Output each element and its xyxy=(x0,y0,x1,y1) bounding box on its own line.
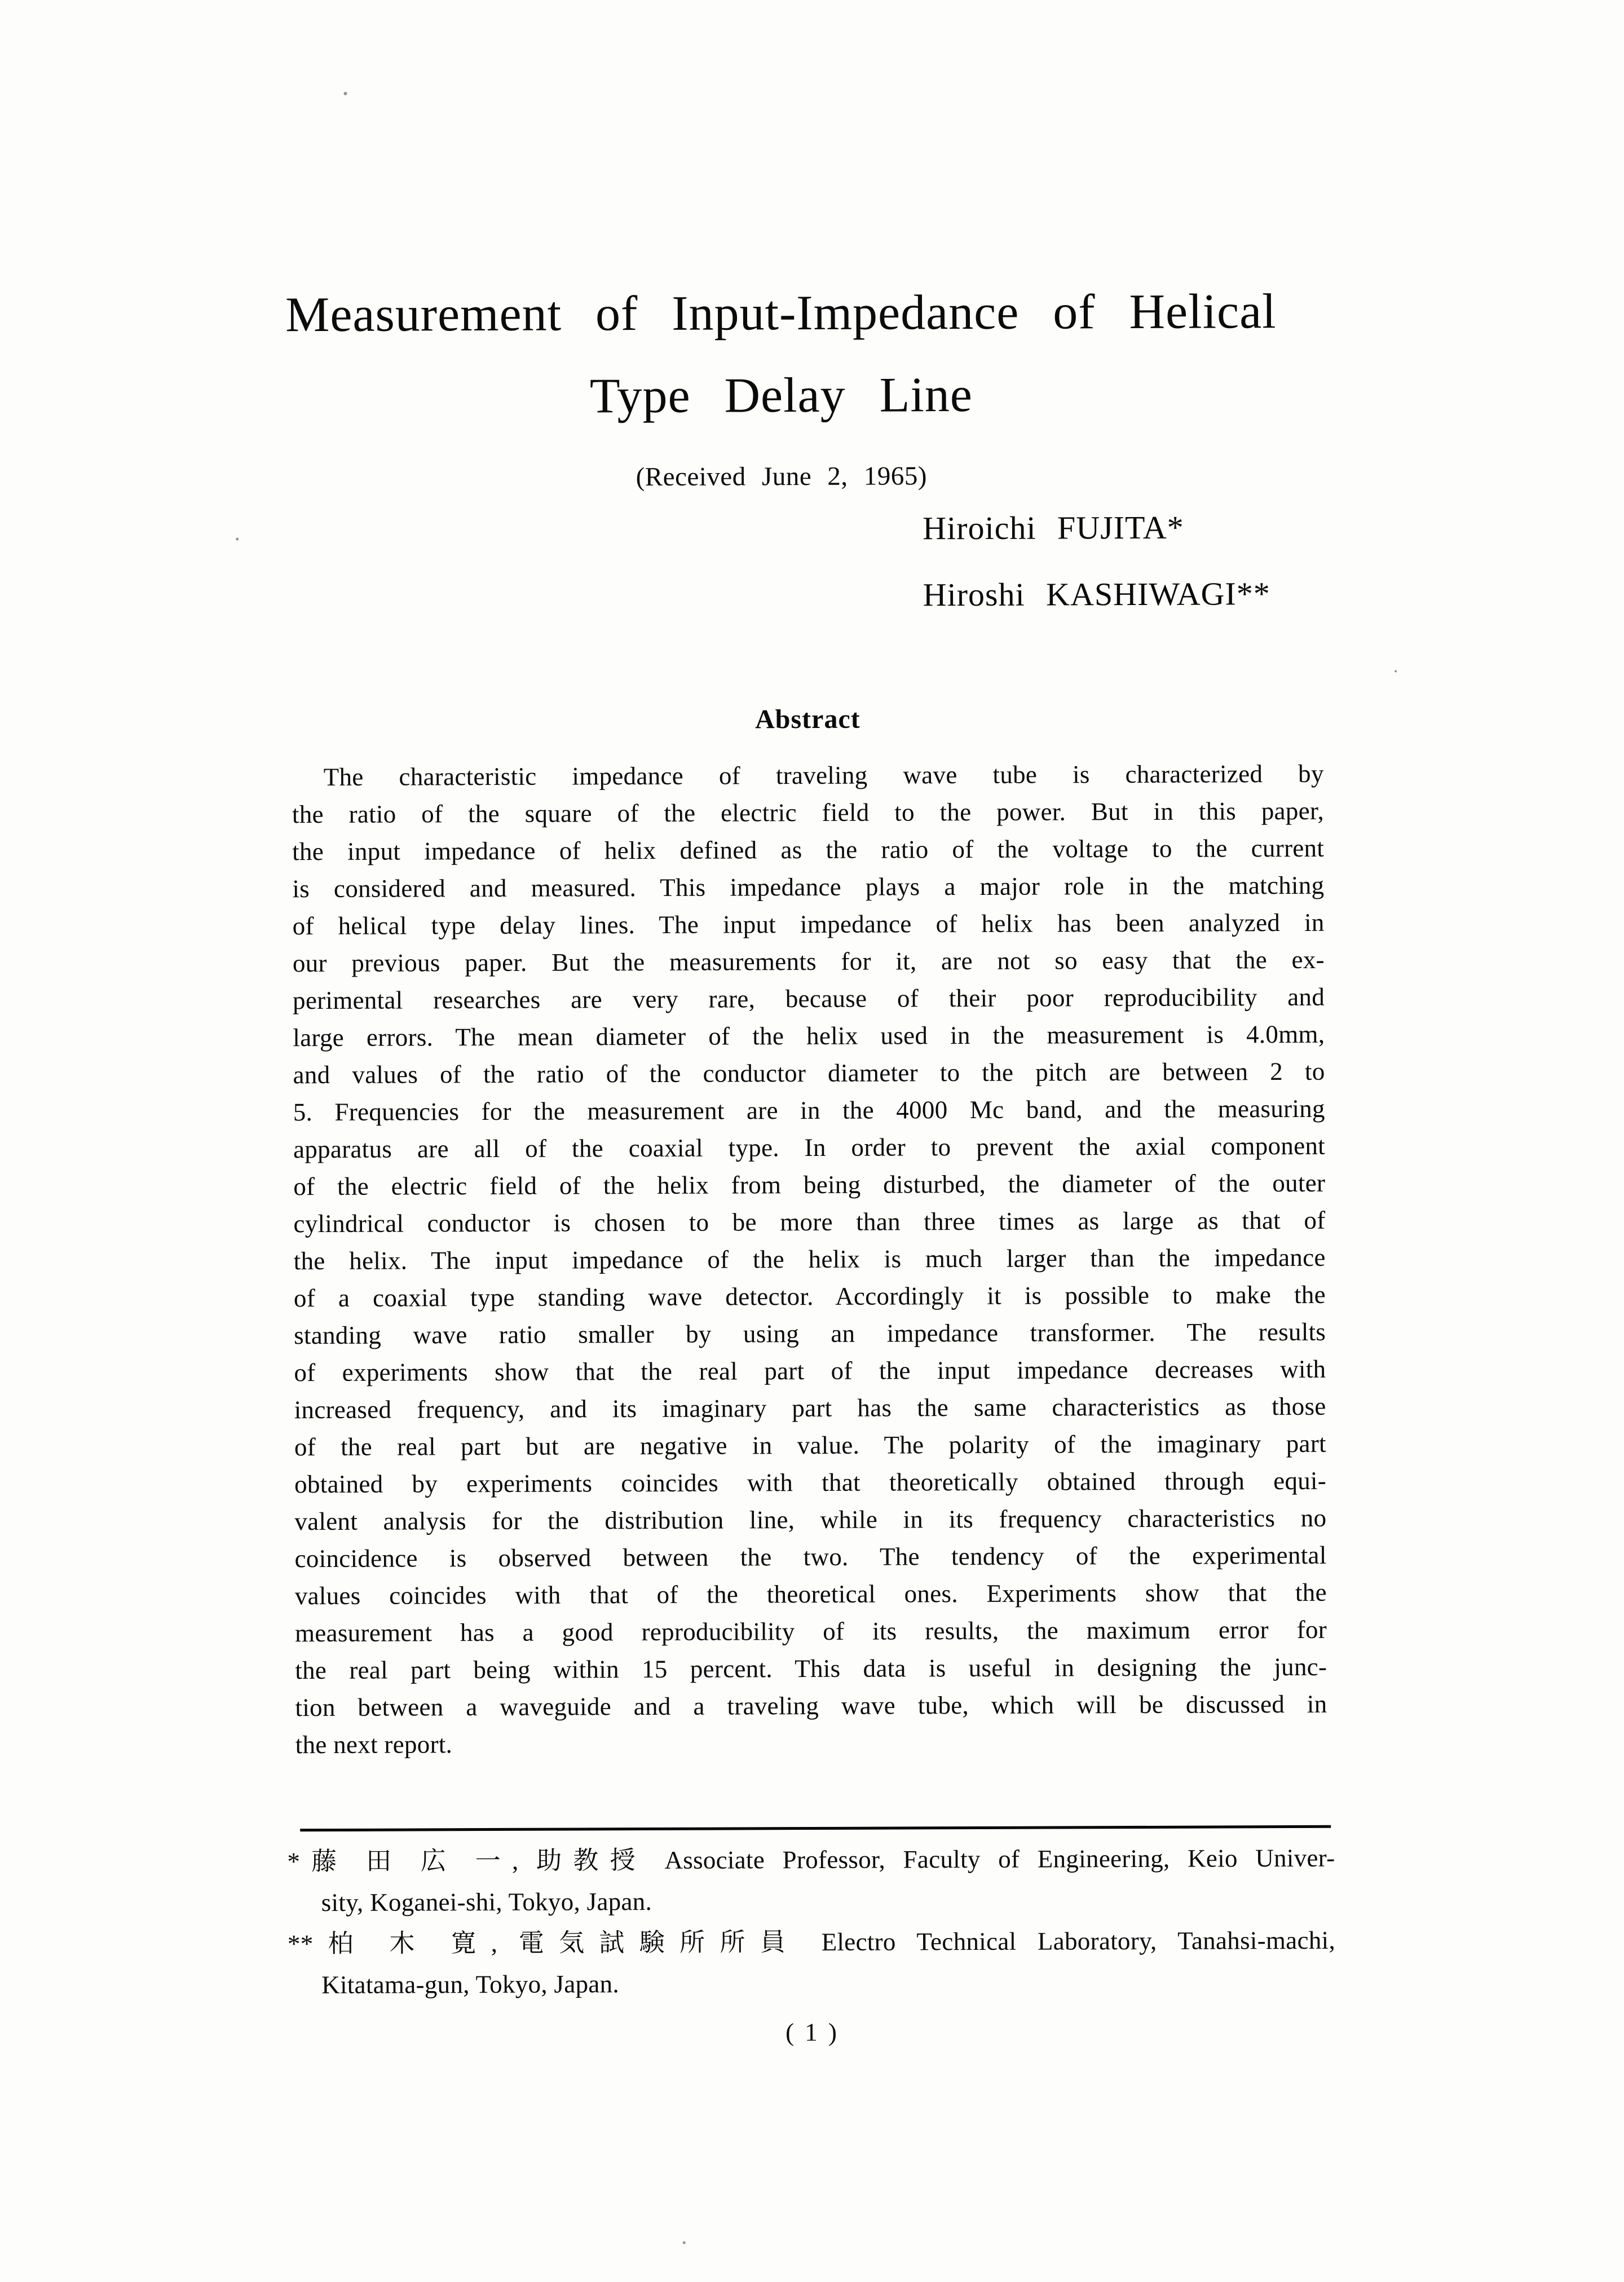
abstract-line: the helix. The input impedance of the helix is much larger than the impedance xyxy=(293,1243,1326,1275)
abstract-line: and values of the ratio of the conductor diameter to the pitch are between 2 to xyxy=(293,1057,1325,1089)
author-block xyxy=(923,510,1270,645)
abstract-heading: Abstract xyxy=(754,704,860,735)
abstract-line: our previous paper. But the measurements for it, are not so easy that the ex- xyxy=(292,945,1325,978)
scan-speck xyxy=(683,2241,686,2244)
abstract-line: of experiments show that the real part of the input impedance decreases with xyxy=(294,1354,1326,1387)
abstract-line: large errors. The mean diameter of the helix used in the measurement is 4.0mm, xyxy=(293,1019,1325,1052)
scan-speck xyxy=(344,92,347,95)
abstract-line: valent analysis for the distribution line, while in its frequency characteristics no xyxy=(294,1503,1327,1536)
abstract-line: measurement has a good reproducibility of its results, the maximum error for xyxy=(294,1615,1327,1648)
abstract-line: 5. Frequencies for the measurement are in the 4000 Mc band, and the measuring xyxy=(293,1094,1325,1127)
received-date: (Received June 2, 1965) xyxy=(636,461,928,492)
footnote-divider xyxy=(300,1825,1331,1831)
scan-speck xyxy=(1394,670,1397,672)
abstract-line: the ratio of the square of the electric field to the power. But in this paper, xyxy=(292,796,1325,829)
paper-title-line1: Measurement of Input-Impedance of Helical xyxy=(285,284,1277,343)
abstract-line: increased frequency, and its imaginary part has the same characteristics as those xyxy=(294,1392,1326,1424)
abstract-line: is considered and measured. This impedance plays a major role in the matching xyxy=(292,871,1325,903)
abstract-line: the input impedance of helix defined as the ratio of the voltage to the current xyxy=(292,833,1325,866)
abstract-line: The characteristic impedance of traveling wave tube is characterized by xyxy=(323,759,1324,792)
abstract-line: apparatus are all of the coaxial type. In order to prevent the axial component xyxy=(293,1131,1326,1164)
footnote-line: *藤 田 広 一, 助教授 Associate Professor, Faculty of Engineering, Keio Univer- xyxy=(287,1843,1335,1876)
author-name-kashiwagi: Hiroshi KASHIWAGI** xyxy=(923,575,1270,613)
abstract-line: of the electric field of the helix from being disturbed, the diameter of the outer xyxy=(293,1168,1326,1201)
abstract-line: of the real part but are negative in value. The polarity of the imaginary part xyxy=(294,1429,1326,1462)
abstract-line: tion between a waveguide and a traveling wave tube, which will be discussed in xyxy=(295,1689,1327,1722)
abstract-line: cylindrical conductor is chosen to be more than three times as large as that of xyxy=(293,1206,1326,1238)
abstract-line: values coincides with that of the theoretical ones. Experiments show that the xyxy=(294,1578,1327,1610)
abstract-line: of helical type delay lines. The input impedance of helix has been analyzed in xyxy=(292,908,1325,941)
footnote-line: Kitatama-gun, Tokyo, Japan. xyxy=(321,1970,620,1999)
title-block xyxy=(0,286,1622,495)
footnotes xyxy=(287,1838,1335,2006)
abstract-line: the next report. xyxy=(295,1730,453,1759)
abstract-line: of a coaxial type standing wave detector. Accordingly it is possible to make the xyxy=(293,1280,1326,1313)
abstract-line: obtained by experiments coincides with that theoretically obtained through equi- xyxy=(294,1466,1327,1499)
author-name-fujita: Hiroichi FUJITA* xyxy=(923,509,1184,547)
footnote-line: **柏 木 寛, 電気試験所所員 Electro Technical Laboratory, Tanahsi-machi, xyxy=(287,1926,1336,1958)
page-number: ( 1 ) xyxy=(785,2018,840,2047)
scan-speck xyxy=(236,538,239,541)
abstract-line: the real part being within 15 percent. This data is useful in designing the junc- xyxy=(295,1652,1327,1685)
paper-title-line2: Type Delay Line xyxy=(589,367,973,424)
abstract-body xyxy=(292,755,1327,1763)
abstract-line: perimental researches are very rare, because of their poor reproducibility and xyxy=(293,982,1325,1015)
abstract-line: standing wave ratio smaller by using an impedance transformer. The results xyxy=(294,1317,1326,1350)
footnote-line: sity, Koganei-shi, Tokyo, Japan. xyxy=(321,1887,652,1917)
abstract-line: coincidence is observed between the two. The tendency of the experimental xyxy=(294,1541,1327,1573)
